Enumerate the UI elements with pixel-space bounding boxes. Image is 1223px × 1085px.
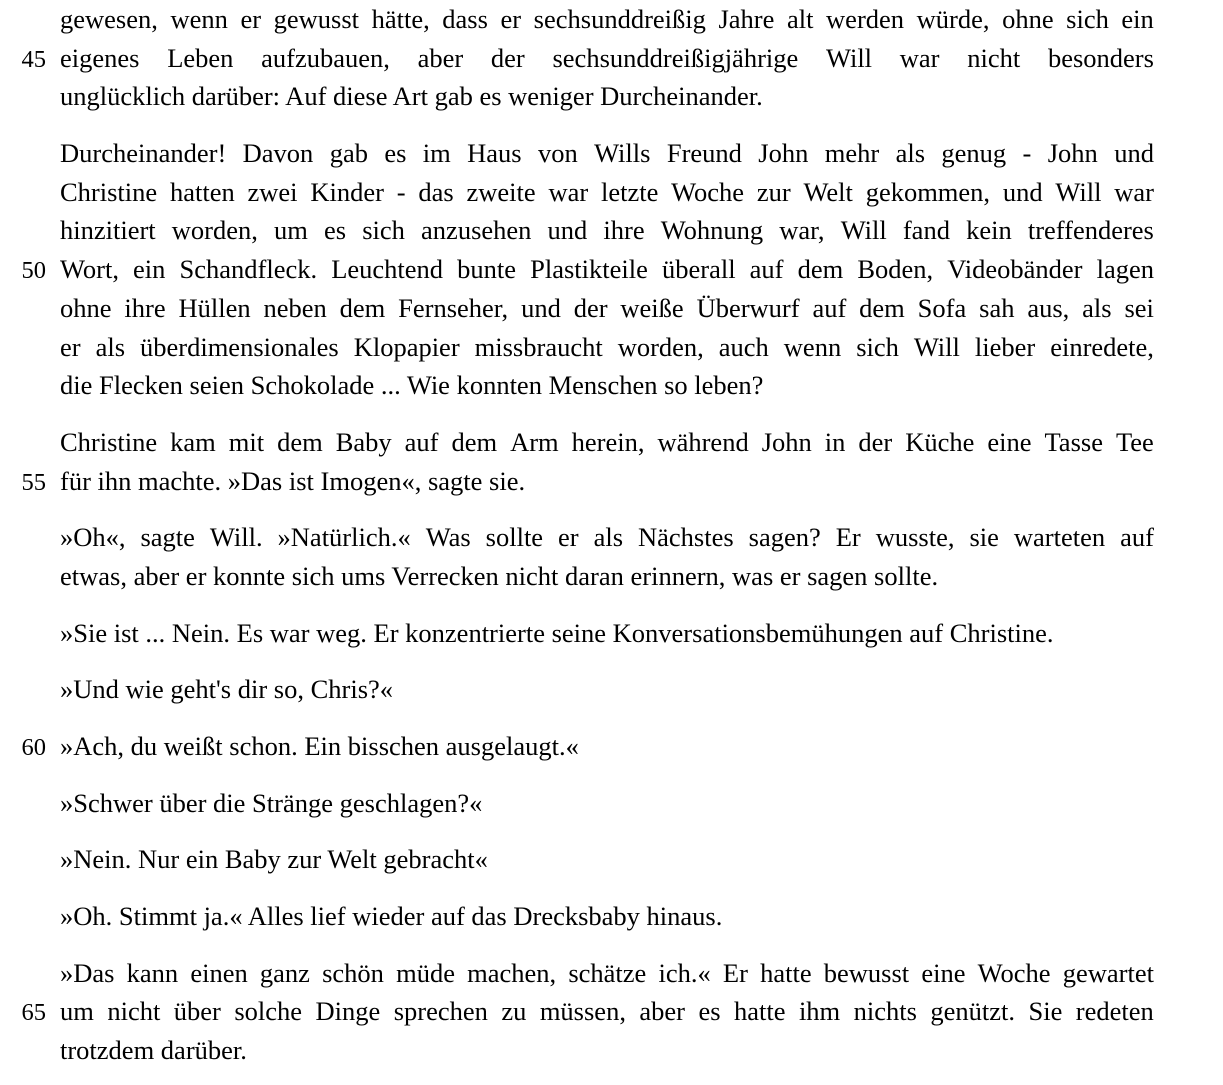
word: während — [657, 426, 749, 457]
text-line — [0, 614, 1223, 653]
text-line — [0, 557, 1223, 596]
word: Woche — [977, 957, 1051, 988]
text-line — [0, 173, 1223, 212]
word: gab — [329, 138, 368, 169]
paragraph-gap — [0, 766, 1223, 784]
word: eigenes — [60, 42, 140, 73]
word: sollte — [485, 522, 544, 553]
word: Will — [840, 215, 887, 246]
word: um — [274, 215, 308, 246]
word: hatte — [733, 996, 786, 1027]
text-line — [0, 211, 1223, 250]
line-text — [60, 289, 1154, 328]
word: redeten — [1075, 996, 1154, 1027]
word: er — [60, 331, 81, 362]
line-text: »Und wie geht's dir so, Chris?« — [60, 674, 394, 705]
word: Durcheinander! — [60, 138, 227, 169]
word: sich — [362, 215, 405, 246]
word: Er — [835, 522, 861, 553]
word: müssen, — [539, 996, 626, 1027]
word: Davon — [242, 138, 314, 169]
word: auf — [749, 254, 784, 285]
word: der — [490, 42, 525, 73]
paragraph-gap — [0, 405, 1223, 423]
word: gewesen, — [60, 4, 158, 34]
word: als — [1082, 292, 1112, 323]
word: lieber — [974, 331, 1036, 362]
word: Will — [826, 42, 873, 73]
word: sie — [969, 522, 999, 553]
text-line — [0, 897, 1223, 936]
word: gewartet — [1062, 957, 1154, 988]
word: dem — [339, 292, 386, 323]
line-text — [60, 328, 1154, 367]
word: Freund — [666, 138, 742, 169]
word: ich.« — [658, 957, 711, 988]
line-text — [60, 518, 1154, 557]
word: Plastikteile — [530, 254, 648, 285]
line-text — [60, 992, 1154, 1031]
line-text: »Oh. Stimmt ja.« Alles lief wieder auf das Drecksbaby hinaus. — [60, 901, 723, 932]
word: ihre — [603, 215, 645, 246]
word: dem — [859, 292, 905, 323]
line-number: 45 — [21, 45, 46, 73]
word: aus, — [1027, 292, 1070, 323]
word: er — [240, 4, 262, 34]
word: dass — [442, 4, 488, 34]
word: und — [547, 215, 588, 246]
word: ohne — [60, 292, 112, 323]
word: es — [324, 215, 347, 246]
word: aufzubauen, — [261, 42, 390, 73]
word: kam — [170, 426, 216, 457]
word: kann — [126, 957, 179, 988]
word: aber — [639, 996, 685, 1027]
line-number: 65 — [21, 999, 46, 1027]
line-text — [60, 250, 1154, 289]
text-line — [0, 462, 1223, 501]
line-text: »Ach, du weißt schon. Ein bisschen ausgelaugt.« — [60, 731, 579, 761]
word: sah — [979, 292, 1015, 323]
word: bunte — [457, 254, 517, 285]
word: neben — [263, 292, 327, 323]
text-line — [0, 518, 1223, 557]
text-line — [0, 670, 1223, 709]
word: Will — [913, 331, 960, 362]
word: Nächstes — [638, 522, 734, 553]
word: weiße — [620, 292, 684, 323]
word: kein — [966, 215, 1012, 246]
word: John — [758, 138, 809, 169]
word: Küche — [905, 426, 975, 457]
line-number: 50 — [21, 257, 46, 285]
paragraph-gap — [0, 116, 1223, 134]
word: Woche — [671, 176, 745, 207]
word: ohne — [1002, 4, 1054, 34]
text-line — [0, 954, 1223, 993]
word: Dinge — [315, 996, 381, 1027]
word: Wills — [594, 138, 651, 169]
word: hatte — [760, 957, 812, 988]
line-text — [60, 0, 1154, 39]
word: anzusehen — [421, 215, 532, 246]
word: einen — [190, 957, 248, 988]
text-line — [0, 840, 1223, 879]
line-text: »Sie ist ... Nein. Es war weg. Er konzentrierte seine Konversationsbemühungen auf Christine. — [60, 617, 1054, 648]
word: genützt. — [930, 996, 1016, 1027]
word: worden, — [171, 215, 258, 246]
word: um — [60, 996, 94, 1027]
paragraph-gap — [0, 500, 1223, 518]
text-line — [0, 250, 1223, 289]
word: sechsunddreißigjährige — [552, 42, 799, 73]
line-text — [60, 173, 1154, 212]
word: als — [895, 138, 926, 169]
word: machen, — [467, 957, 557, 988]
word: »Das — [60, 957, 115, 988]
text-line — [0, 992, 1223, 1031]
word: es — [384, 138, 407, 169]
line-text: »Schwer über die Stränge geschlagen?« — [60, 787, 483, 818]
word: hatten — [169, 176, 235, 207]
word: Sie — [1028, 996, 1063, 1027]
word: zur — [756, 176, 791, 207]
text-line — [0, 328, 1223, 367]
word: Schandfleck. — [179, 254, 318, 285]
word: würde, — [916, 4, 990, 34]
text-line — [0, 289, 1223, 328]
word: Tasse — [1044, 426, 1103, 457]
word: in — [824, 426, 846, 457]
word: Tee — [1115, 426, 1154, 457]
word: Leuchtend — [331, 254, 444, 285]
word: John — [1047, 138, 1098, 169]
word: »Natürlich.« — [277, 522, 411, 553]
word: es — [698, 996, 721, 1027]
line-text — [60, 39, 1154, 78]
word: Arm — [510, 426, 559, 457]
word: Klopapier — [353, 331, 460, 362]
word: aber — [417, 42, 464, 73]
word: dem — [277, 426, 323, 457]
word: herein, — [571, 426, 645, 457]
line-number: 55 — [21, 468, 46, 496]
word: sagte — [140, 522, 195, 553]
word: und — [1114, 138, 1154, 169]
line-text: etwas, aber er konnte sich ums Verrecken nicht daran erinnern, was er sagen sollte. — [60, 560, 939, 591]
line-text: für ihn machte. »Das ist Imogen«, sagte sie. — [60, 465, 526, 496]
line-text — [60, 423, 1154, 462]
line-text: die Flecken seien Schokolade ... Wie konnten Menschen so leben? — [60, 370, 764, 401]
word: als — [95, 331, 126, 362]
word: Baby — [335, 426, 392, 457]
word: - — [396, 176, 406, 207]
word: müde — [396, 957, 455, 988]
word: fand — [902, 215, 950, 246]
word: er — [500, 4, 522, 34]
word: ihm — [798, 996, 841, 1027]
word: worden, — [617, 331, 704, 362]
word: mehr — [824, 138, 880, 169]
word: Er — [722, 957, 748, 988]
text-line — [0, 39, 1223, 78]
word: missbraucht — [474, 331, 603, 362]
word: Überwurf — [696, 292, 800, 323]
line-number: 60 — [21, 734, 46, 761]
text-line — [0, 134, 1223, 173]
word: sechsunddreißig — [533, 4, 706, 34]
word: gekommen, — [865, 176, 991, 207]
word: über — [173, 996, 221, 1027]
word: nicht — [967, 42, 1021, 73]
word: wenn — [170, 4, 228, 34]
word: Videobänder — [947, 254, 1083, 285]
line-text: unglücklich darüber: Auf diese Art gab es weniger Durcheinander. — [60, 81, 763, 112]
word: eine — [987, 426, 1032, 457]
text-line — [0, 366, 1223, 405]
word: Will. — [209, 522, 263, 553]
word: mit — [228, 426, 265, 457]
line-text — [60, 134, 1154, 173]
word: im — [422, 138, 451, 169]
word: schön — [322, 957, 384, 988]
word: auch — [718, 331, 769, 362]
word: er — [558, 522, 579, 553]
text-line — [0, 784, 1223, 823]
word: dem — [451, 426, 498, 457]
word: treffenderes — [1027, 215, 1154, 246]
word: war, — [779, 215, 825, 246]
word: auf — [404, 426, 439, 457]
word: überall — [661, 254, 736, 285]
word: einredete, — [1050, 331, 1154, 362]
word: Christine — [60, 426, 158, 457]
paragraph-gap — [0, 652, 1223, 670]
word: hätte, — [371, 4, 430, 34]
word: Wohnung — [660, 215, 764, 246]
word: Christine — [60, 176, 158, 207]
word: wusste, — [875, 522, 955, 553]
word: Welt — [803, 176, 853, 207]
word: auf — [812, 292, 847, 323]
word: und — [1002, 176, 1043, 207]
paragraph-gap — [0, 936, 1223, 954]
text-line — [0, 77, 1223, 116]
word: bewusst — [823, 957, 910, 988]
word: der — [573, 292, 608, 323]
text-line — [0, 1031, 1223, 1070]
word: besonders — [1047, 42, 1154, 73]
text-line — [0, 423, 1223, 462]
word: Haus — [467, 138, 522, 169]
word: Boden, — [857, 254, 934, 285]
word: war — [899, 42, 940, 73]
word: »Oh«, — [60, 522, 126, 553]
word: Hüllen — [178, 292, 251, 323]
word: sagen? — [748, 522, 821, 553]
word: sprechen — [393, 996, 488, 1027]
word: war — [548, 176, 589, 207]
word: wenn — [783, 331, 842, 362]
line-text: trotzdem darüber. — [60, 1035, 247, 1066]
word: Jahre — [718, 4, 775, 34]
word: ganz — [259, 957, 310, 988]
word: genug — [941, 138, 1007, 169]
word: und — [521, 292, 561, 323]
word: der — [858, 426, 893, 457]
word: ihre — [124, 292, 166, 323]
line-text — [60, 954, 1154, 993]
word: Leben — [167, 42, 234, 73]
word: von — [537, 138, 578, 169]
word: zweite — [466, 176, 536, 207]
paragraph-gap — [0, 596, 1223, 614]
word: ein — [133, 254, 166, 285]
word: Wort, — [60, 254, 119, 285]
word: dem — [797, 254, 844, 285]
word: Sofa — [917, 292, 967, 323]
word: überdimensionales — [140, 331, 339, 362]
word: sich — [1066, 4, 1109, 34]
word: nichts — [853, 996, 917, 1027]
word: sich — [856, 331, 899, 362]
word: alt — [786, 4, 814, 34]
word: - — [1022, 138, 1032, 169]
word: ein — [1121, 4, 1154, 34]
word: hinzitiert — [60, 215, 156, 246]
word: Kinder — [310, 176, 384, 207]
word: war — [1114, 176, 1154, 207]
word: nicht — [107, 996, 161, 1027]
text-line — [0, 0, 1223, 39]
word: Fernseher, — [398, 292, 509, 323]
line-text — [60, 211, 1154, 250]
word: das — [418, 176, 454, 207]
text-line — [0, 727, 1223, 766]
word: zwei — [247, 176, 298, 207]
word: Was — [425, 522, 471, 553]
paragraph-gap — [0, 709, 1223, 727]
word: Will — [1055, 176, 1102, 207]
word: sei — [1124, 292, 1154, 323]
word: warteten — [1013, 522, 1106, 553]
paragraph-gap — [0, 879, 1223, 897]
word: werden — [826, 4, 905, 34]
word: eine — [921, 957, 966, 988]
paragraph-gap — [0, 822, 1223, 840]
word: als — [593, 522, 624, 553]
word: solche — [234, 996, 303, 1027]
word: John — [761, 426, 812, 457]
word: letzte — [600, 176, 659, 207]
line-text: »Nein. Nur ein Baby zur Welt gebracht« — [60, 844, 488, 875]
word: auf — [1120, 522, 1154, 553]
word: lagen — [1096, 254, 1154, 285]
word: schätze — [568, 957, 647, 988]
word: gewusst — [273, 4, 359, 34]
word: zu — [501, 996, 527, 1027]
